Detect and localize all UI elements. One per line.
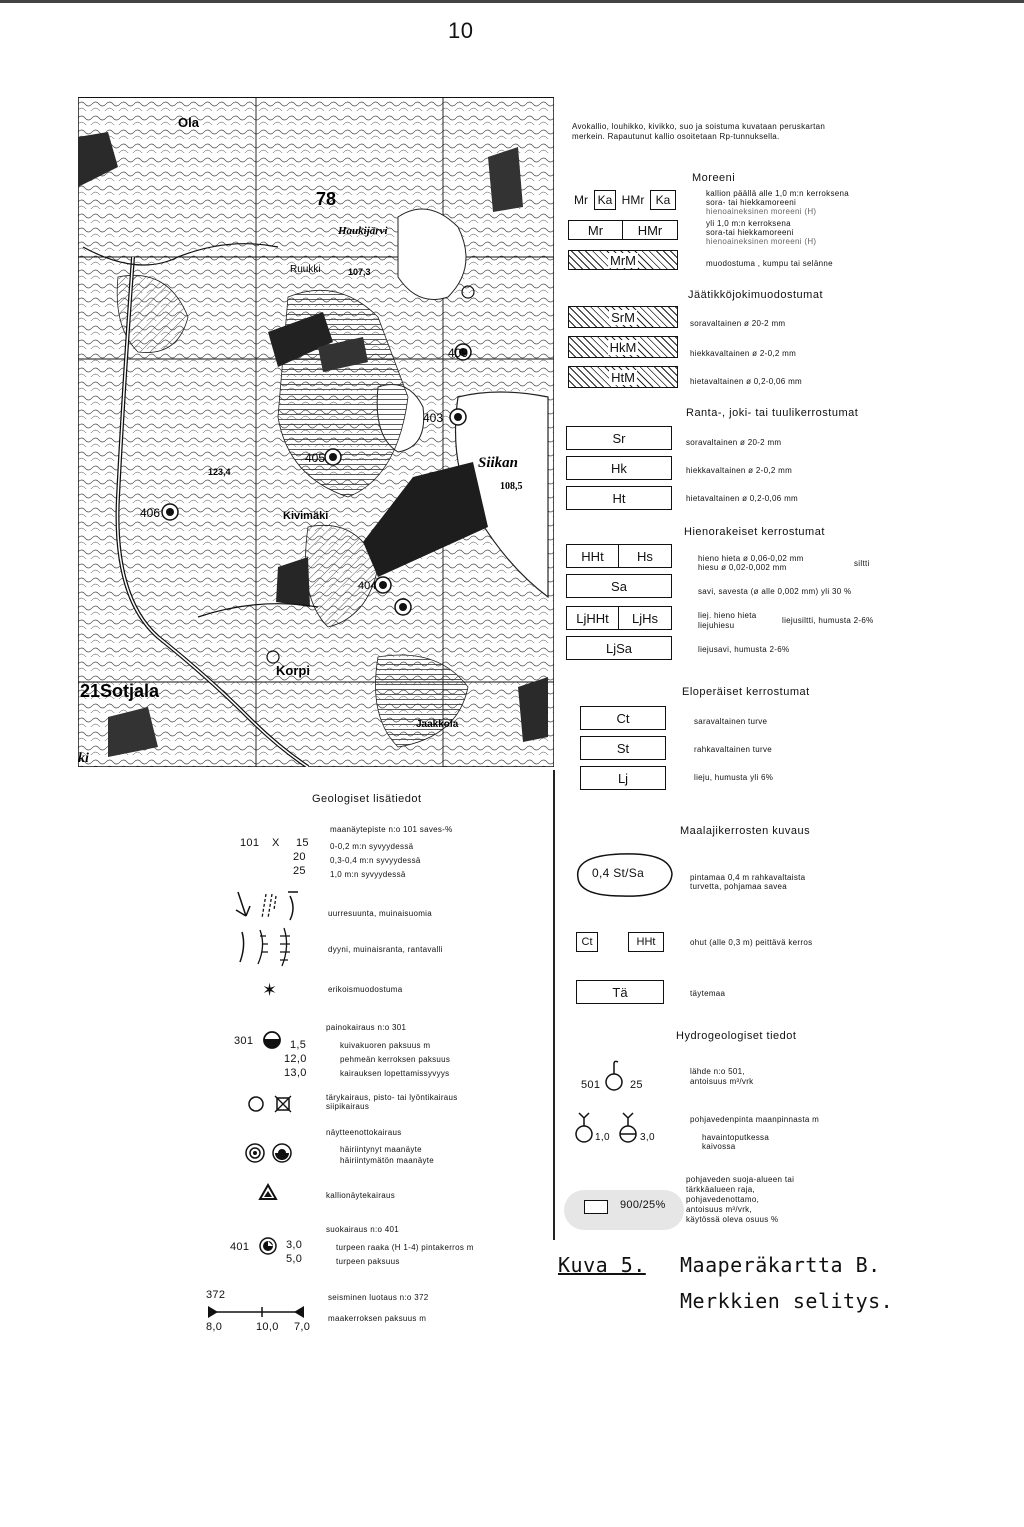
elo-desc-lj: lieju, humusta yli 6% bbox=[694, 773, 774, 782]
peat-boring-icon bbox=[258, 1236, 278, 1261]
hydro-d2b: havaintoputkessa bbox=[702, 1133, 770, 1142]
ranta-box-sr bbox=[566, 426, 672, 450]
kuvaus-ellipse bbox=[570, 848, 676, 902]
moreeni-box1-mr: Mr bbox=[574, 193, 588, 207]
geo-tary-1: tärykairaus, pisto- tai lyöntikairaus bbox=[326, 1093, 458, 1102]
jaatikko-desc-htm: hietavaltainen ø 0,2-0,06 mm bbox=[690, 377, 803, 386]
well-icon bbox=[618, 1110, 642, 1149]
geo-sample-no: 101 bbox=[240, 837, 260, 849]
map-label-ola: Ola bbox=[178, 115, 199, 130]
caption-title-1: Maaperäkartta B. bbox=[680, 1253, 881, 1277]
moreeni-box3-label: MrM bbox=[610, 252, 636, 268]
kuvaus-ellipse-label: 0,4 St/Sa bbox=[592, 866, 645, 880]
jaatikko-code-htm: HtM bbox=[611, 369, 635, 385]
map-label-403: 403 bbox=[423, 411, 444, 425]
hieno-d2: savi, savesta (ø alle 0,002 mm) yli 30 % bbox=[698, 587, 852, 596]
kuvaus-ta-label: Tä bbox=[612, 984, 628, 1000]
intake-box-icon bbox=[584, 1200, 608, 1214]
hieno-d1c: siltti bbox=[854, 559, 870, 568]
ram-sounding-icon-svg bbox=[246, 1094, 294, 1114]
caption-title-2: Merkkien selitys. bbox=[680, 1289, 894, 1313]
hydro-s2-a: 1,0 bbox=[595, 1132, 610, 1143]
hieno-box1-hht: HHt bbox=[567, 545, 619, 567]
top-note-line2: merkein. Rapautunut kallio osoitetaan Rp-tunnuksella. bbox=[572, 132, 780, 141]
rock-sample-icon-svg bbox=[258, 1182, 278, 1202]
spring-icon-svg bbox=[604, 1058, 628, 1092]
ranta-desc-sr: soravaltainen ø 20-2 mm bbox=[686, 438, 782, 447]
map-label-haukijarvi: Haukijärvi bbox=[338, 225, 388, 237]
hieno-box-3 bbox=[566, 606, 672, 630]
geo-paino-title: painokairaus n:o 301 bbox=[326, 1023, 407, 1032]
map-label-jaakkola: Jaakkola bbox=[416, 719, 459, 730]
moreeni-d1c: hienoaineksinen moreeni (H) bbox=[706, 207, 817, 216]
geo-nayte-title: näytteenottokairaus bbox=[326, 1128, 402, 1137]
moreeni-d2b: sora-tai hiekkamoreeni bbox=[706, 228, 794, 237]
kuvaus-small-hht bbox=[628, 932, 664, 952]
map-label-21: 21 bbox=[80, 681, 101, 701]
geo-luotaus-desc: maakerroksen paksuus m bbox=[328, 1314, 427, 1323]
map-label-sotjala: Sotjala bbox=[100, 681, 160, 701]
map-area bbox=[78, 97, 554, 767]
moreeni-box-3 bbox=[568, 250, 678, 270]
hieno-box1-hs: Hs bbox=[637, 548, 653, 564]
column-divider bbox=[553, 770, 555, 1240]
hydro-heading: Hydrogeologiset tiedot bbox=[676, 1030, 797, 1042]
map-label-korpi: Korpi bbox=[276, 663, 310, 678]
geo-luotaus-val-1: 8,0 bbox=[206, 1321, 223, 1333]
geo-kallio: kallionäytekairaus bbox=[326, 1191, 395, 1200]
map-label-409: 409 bbox=[448, 346, 469, 360]
ranta-code-ht: Ht bbox=[612, 490, 626, 506]
map-label-404: 404 bbox=[358, 580, 377, 592]
kuvaus-d3: täytemaa bbox=[690, 989, 726, 998]
elo-box-st bbox=[580, 736, 666, 760]
hieno-box4-ljsa: LjSa bbox=[605, 640, 633, 656]
geo-luotaus-no: 372 bbox=[206, 1289, 226, 1301]
hydro-d3e: käytössä oleva osuus % bbox=[686, 1215, 779, 1224]
hieno-box-2 bbox=[566, 574, 672, 598]
hydro-s2-b: 3,0 bbox=[640, 1132, 655, 1143]
moreeni-d1a: kallion päällä alle 1,0 m:n kerroksena bbox=[706, 189, 850, 198]
geo-paino-val-2: 12,0 bbox=[284, 1053, 307, 1065]
jaatikko-desc-hkm: hiekkavaltainen ø 2-0,2 mm bbox=[690, 349, 797, 358]
geo-suo-title: suokairaus n:o 401 bbox=[326, 1225, 400, 1234]
star-icon: ✶ bbox=[262, 980, 278, 1000]
moreeni-d2a: yli 1,0 m:n kerroksena bbox=[706, 219, 791, 228]
hydro-d1b: antoisuus m³/vrk bbox=[690, 1077, 754, 1086]
hieno-box3-ljhht: LjHHt bbox=[567, 607, 619, 629]
elo-code-ct: Ct bbox=[616, 710, 630, 726]
well-tube-icon bbox=[574, 1110, 598, 1149]
moreeni-heading: Moreeni bbox=[692, 172, 736, 184]
page-top-rule bbox=[0, 0, 1024, 3]
moreeni-box2-mr: Mr bbox=[569, 221, 623, 239]
hieno-box2-sa: Sa bbox=[611, 578, 627, 594]
geo-dyyni: dyyni, muinaisranta, rantavalli bbox=[328, 945, 443, 954]
geo-suo-desc-1: turpeen raaka (H 1-4) pintakerros m bbox=[336, 1243, 474, 1252]
hydro-s1-right: 25 bbox=[630, 1079, 643, 1091]
ram-sounding-icon bbox=[246, 1094, 294, 1119]
ranta-box-ht bbox=[566, 486, 672, 510]
map-label-siikanen: Siikan bbox=[478, 455, 519, 471]
kuvaus-small-ct bbox=[576, 932, 598, 952]
top-note-line1: Avokallio, louhikko, kivikko, suo ja soistuma kuvataan peruskartan bbox=[572, 122, 826, 131]
hydro-d3b: tärkkäalueen raja, bbox=[686, 1185, 755, 1194]
geo-erikois: erikoismuodostuma bbox=[328, 985, 403, 994]
peat-boring-icon-svg bbox=[258, 1236, 278, 1256]
map-label-405: 405 bbox=[305, 451, 326, 465]
ranta-desc-ht: hietavaltainen ø 0,2-0,06 mm bbox=[686, 494, 799, 503]
hydro-d1a: lähde n:o 501, bbox=[690, 1067, 745, 1076]
ranta-box-hk bbox=[566, 456, 672, 480]
hieno-d4: liejusavi, humusta 2-6% bbox=[698, 645, 790, 654]
moreeni-box2-hmr: HMr bbox=[637, 222, 663, 238]
hieno-d3a: liej. hieno hieta bbox=[698, 611, 757, 620]
jaatikko-box-hkm bbox=[568, 336, 678, 358]
caption-kuva: Kuva 5. bbox=[558, 1253, 646, 1277]
geo-val-20: 20 bbox=[293, 851, 306, 863]
geo-nayte-1: häiriintynyt maanäyte bbox=[340, 1145, 422, 1154]
dune-icon bbox=[236, 926, 306, 973]
hieno-d1b: hiesu ø 0,02-0,002 mm bbox=[698, 563, 787, 572]
hydro-d3a: pohjaveden suoja-alueen tai bbox=[686, 1175, 795, 1184]
sample-boring-icon-svg bbox=[244, 1142, 296, 1164]
geo-luotaus-title: seisminen luotaus n:o 372 bbox=[328, 1293, 429, 1302]
geo-suo-val-1: 3,0 bbox=[286, 1239, 303, 1251]
weight-sounding-icon bbox=[262, 1030, 282, 1055]
moreeni-box-2 bbox=[568, 220, 678, 240]
hieno-heading: Hienorakeiset kerrostumat bbox=[684, 526, 825, 538]
elo-code-st: St bbox=[616, 740, 630, 756]
map-label-78: 78 bbox=[316, 189, 337, 209]
geo-paino-val-3: 13,0 bbox=[284, 1067, 307, 1079]
map-label-1234: 123,4 bbox=[208, 467, 231, 477]
elo-desc-ct: saravaltainen turve bbox=[694, 717, 768, 726]
geo-paino-val-1: 1,5 bbox=[290, 1039, 307, 1051]
geo-nayte-2: häiriintymätön maanäyte bbox=[340, 1156, 435, 1165]
geo-paino-no: 301 bbox=[234, 1035, 254, 1047]
geo-depth-2: 0,3-0,4 m:n syvyydessä bbox=[330, 856, 421, 865]
map-label-406: 406 bbox=[140, 506, 161, 520]
moreeni-d2c: hienoaineksinen moreeni (H) bbox=[706, 237, 817, 246]
geo-suo-no: 401 bbox=[230, 1241, 250, 1253]
striation-icon bbox=[232, 888, 312, 929]
jaatikko-code-hkm: HkM bbox=[609, 339, 637, 355]
geo-depth-1: 0-0,2 m:n syvyydessä bbox=[330, 842, 414, 851]
jaatikko-desc-srm: soravaltainen ø 20-2 mm bbox=[690, 319, 786, 328]
ranta-code-hk: Hk bbox=[611, 460, 627, 476]
hydro-d2c: kaivossa bbox=[702, 1142, 736, 1151]
geo-x: X bbox=[272, 837, 280, 849]
geo-luotaus-val-2: 10,0 bbox=[256, 1321, 279, 1333]
dune-icon-svg bbox=[236, 926, 306, 968]
kuvaus-d1b: turvetta, pohjamaa savea bbox=[690, 882, 788, 891]
map-label-1085: 108,5 bbox=[500, 481, 523, 492]
hieno-box-1 bbox=[566, 544, 672, 568]
geo-paino-desc-3: kairauksen lopettamissyvyys bbox=[340, 1069, 450, 1078]
moreeni-box1-ka: Ka bbox=[594, 190, 616, 210]
elo-box-lj bbox=[580, 766, 666, 790]
kuvaus-small-ct-label: Ct bbox=[581, 936, 593, 948]
striation-icon-svg bbox=[232, 888, 312, 924]
ranta-heading: Ranta-, joki- tai tuulikerrostumat bbox=[686, 407, 859, 419]
geo-depth-3: 1,0 m:n syvyydessä bbox=[330, 870, 406, 879]
hieno-box3-ljhs: LjHs bbox=[631, 610, 658, 626]
jaatikko-box-srm bbox=[568, 306, 678, 328]
hydro-d2a: pohjavedenpinta maanpinnasta m bbox=[690, 1115, 820, 1124]
kuvaus-small-hht-label: HHt bbox=[636, 936, 656, 948]
geo-paino-desc-1: kuivakuoren paksuus m bbox=[340, 1041, 431, 1050]
geo-val-15: 15 bbox=[296, 837, 309, 849]
hieno-d3c: liejusiltti, humusta 2-6% bbox=[782, 616, 874, 625]
map-svg bbox=[78, 97, 554, 767]
geo-suo-desc-2: turpeen paksuus bbox=[336, 1257, 400, 1266]
well-icon-svg bbox=[618, 1110, 642, 1144]
elo-heading: Eloperäiset kerrostumat bbox=[682, 686, 810, 698]
hieno-box-4 bbox=[566, 636, 672, 660]
weight-sounding-icon-svg bbox=[262, 1030, 282, 1050]
seismic-line-icon-svg bbox=[206, 1304, 310, 1320]
geo-luotaus-val-3: 7,0 bbox=[294, 1321, 311, 1333]
elo-desc-st: rahkavaltainen turve bbox=[694, 745, 773, 754]
geo-paino-desc-2: pehmeän kerroksen paksuus bbox=[340, 1055, 451, 1064]
hydro-d3d: antoisuus m³/vrk, bbox=[686, 1205, 753, 1214]
spring-icon bbox=[604, 1058, 628, 1097]
hydro-d3c: pohjavedenottamo, bbox=[686, 1195, 760, 1204]
ranta-code-sr: Sr bbox=[612, 430, 626, 446]
geo-suo-val-2: 5,0 bbox=[286, 1253, 303, 1265]
moreeni-d1b: sora- tai hiekkamoreeni bbox=[706, 198, 797, 207]
elo-box-ct bbox=[580, 706, 666, 730]
map-label-ki: ki bbox=[78, 751, 89, 766]
moreeni-box1-hmr: HMr bbox=[621, 193, 645, 207]
kuvaus-box-ta bbox=[576, 980, 664, 1004]
geo-sample-title: maanäytepiste n:o 101 saves-% bbox=[330, 825, 453, 834]
geo-uurre: uurresuunta, muinaisuomia bbox=[328, 909, 432, 918]
hydro-s3: 900/25% bbox=[620, 1199, 666, 1211]
map-label-kivimaki: Kivimäki bbox=[283, 510, 329, 522]
ranta-desc-hk: hiekkavaltainen ø 2-0,2 mm bbox=[686, 466, 793, 475]
geo-tary-2: siipikairaus bbox=[326, 1102, 370, 1111]
kuvaus-d2: ohut (alle 0,3 m) peittävä kerros bbox=[690, 938, 813, 947]
hieno-d1a: hieno hieta ø 0,06-0,02 mm bbox=[698, 554, 804, 563]
moreeni-box-1 bbox=[568, 190, 678, 210]
geo-val-25: 25 bbox=[293, 865, 306, 877]
hydro-s1-left: 501 bbox=[581, 1079, 601, 1091]
page-number: 10 bbox=[448, 18, 474, 43]
kuvaus-d1a: pintamaa 0,4 m rahkavaltaista bbox=[690, 873, 806, 882]
sample-boring-icon bbox=[244, 1142, 296, 1169]
moreeni-box1-ka2: Ka bbox=[650, 190, 676, 210]
kuvaus-heading: Maalajikerrosten kuvaus bbox=[680, 825, 811, 837]
hieno-d3b: liejuhiesu bbox=[698, 621, 735, 630]
map-label-1073: 107,3 bbox=[348, 267, 371, 277]
jaatikko-code-srm: SrM bbox=[611, 309, 635, 325]
elo-code-lj: Lj bbox=[617, 770, 629, 786]
jaatikko-heading: Jäätikköjokimuodostumat bbox=[688, 289, 824, 301]
map-label-ruukki: Ruukki bbox=[290, 264, 321, 275]
jaatikko-box-htm bbox=[568, 366, 678, 388]
geo-heading: Geologiset lisätiedot bbox=[312, 793, 422, 805]
moreeni-d3: muodostuma , kumpu tai selänne bbox=[706, 259, 833, 268]
rock-sample-icon bbox=[258, 1182, 278, 1207]
